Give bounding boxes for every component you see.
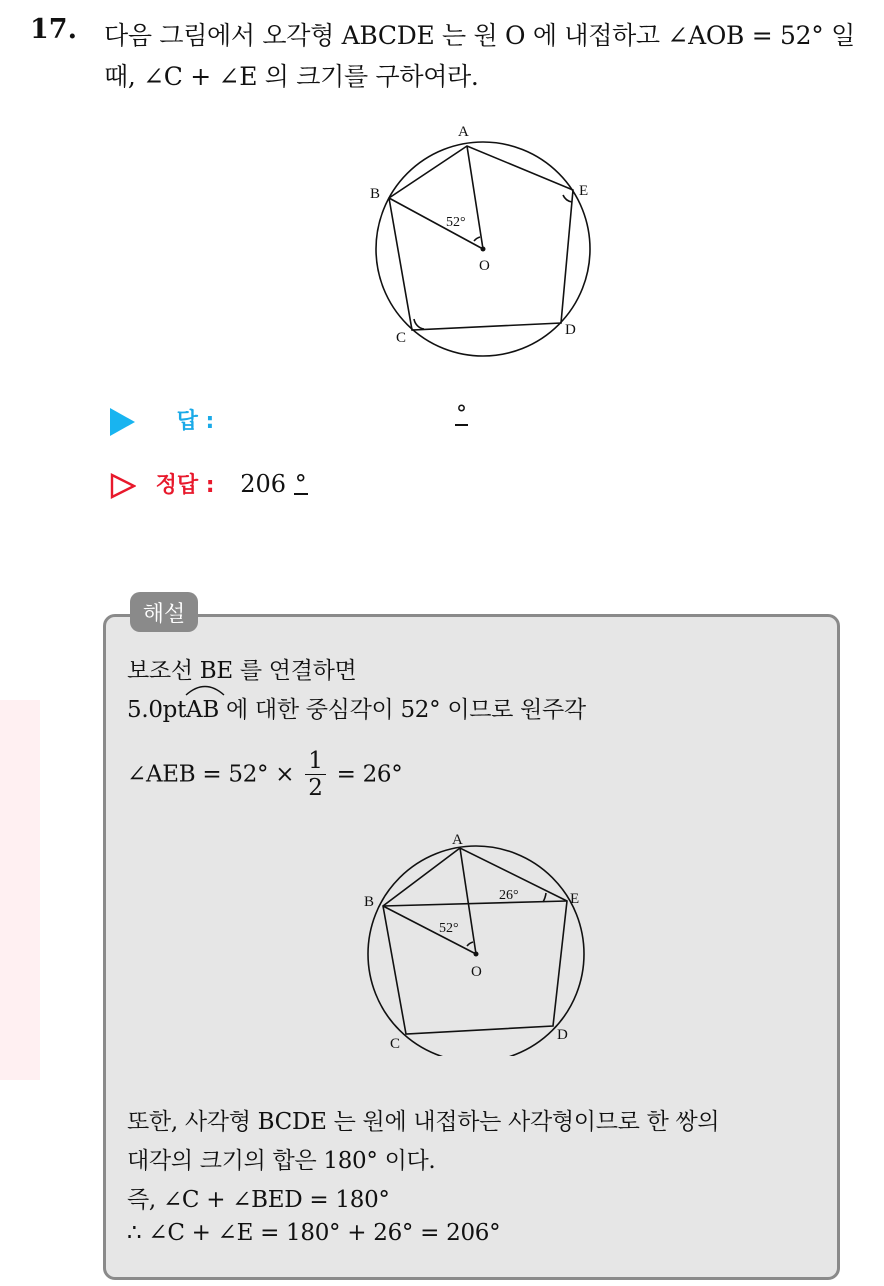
question-number: 17. [30, 14, 77, 45]
explanation-badge: 해설 [130, 592, 198, 632]
label-a: A [458, 124, 469, 140]
label-o: O [479, 258, 490, 274]
fraction-numerator: 1 [305, 748, 325, 775]
label-c-2: C [390, 1036, 401, 1052]
explanation-line4: 또한, 사각형 BCDE 는 원에 내접하는 사각형이므로 한 쌍의 [127, 1109, 720, 1135]
answer-degree-mark: ° [456, 402, 467, 427]
label-c: C [396, 330, 407, 346]
correct-answer-value: 206 [240, 470, 287, 498]
radius-ob [389, 198, 483, 249]
fraction-denominator: 2 [308, 775, 323, 801]
angle-arc-o-2 [467, 942, 473, 946]
label-d: D [565, 322, 576, 338]
correct-answer-row [110, 468, 308, 499]
angle-label-52-2: 52° [439, 921, 459, 936]
pentagon-circle-figure [360, 118, 610, 358]
correct-answer-label: 정답 : [155, 473, 215, 498]
equation-right: = 26° [336, 761, 403, 788]
play-triangle-icon [110, 408, 135, 436]
label-o-2: O [471, 964, 482, 980]
explanation-line5: 대각의 크기의 합은 180° 이다. [127, 1148, 436, 1174]
explanation-line3 [127, 748, 402, 801]
question-text-line2: 때, ∠C + ∠E 의 크기를 구하여라. [104, 62, 479, 91]
radius-oa-2 [460, 848, 476, 954]
pentagon-abcde-2 [383, 848, 567, 1034]
question-text-line1: 다음 그림에서 오각형 ABCDE 는 원 O 에 내접하고 ∠AOB = 52° 일 [104, 21, 855, 50]
equation-left: ∠AEB = 52° × [127, 761, 295, 788]
radius-oa [467, 146, 483, 249]
explanation-line6: 즉, ∠C + ∠BED = 180° [127, 1187, 390, 1213]
outline-triangle-icon [110, 473, 136, 499]
answer-blank[interactable] [455, 402, 468, 427]
explanation-line7: ∴ ∠C + ∠E = 180° + 26° = 206° [127, 1220, 501, 1246]
explanation-line1: 보조선 BE 를 연결하면 [127, 658, 357, 684]
pentagon-circle-figure-2 [350, 826, 600, 1056]
label-b: B [370, 186, 381, 202]
label-d-2: D [557, 1027, 568, 1043]
angle-label-26: 26° [499, 888, 519, 903]
label-e-2: E [570, 891, 580, 907]
angle-arc-c [414, 319, 424, 329]
center-point [481, 247, 486, 252]
arc-ab: AB [186, 697, 219, 723]
angle-arc-e [563, 195, 572, 202]
angle-arc-o [474, 237, 480, 241]
correct-answer-degree: ° [294, 470, 307, 498]
label-e: E [579, 183, 589, 199]
explanation-line2 [127, 691, 586, 724]
center-point-2 [474, 952, 479, 957]
radius-ob-2 [383, 906, 476, 954]
answer-row [110, 404, 214, 436]
answer-label: 답 : [176, 409, 215, 434]
angle-label-52: 52° [446, 215, 466, 230]
fraction-one-half [305, 748, 325, 801]
angle-arc-e-2 [543, 893, 546, 902]
margin-decoration [0, 700, 40, 1080]
label-a-2: A [452, 832, 463, 848]
line2-rest: 에 대한 중심각이 52° 이므로 원주각 [218, 697, 586, 723]
label-b-2: B [364, 894, 375, 910]
chord-be [383, 901, 567, 906]
line2-prefix: 5.0pt [127, 697, 187, 723]
